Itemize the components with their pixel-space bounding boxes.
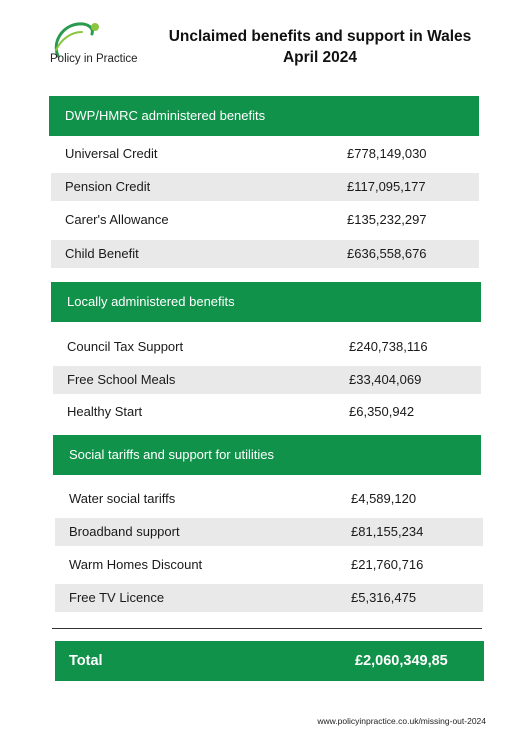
row-value: £778,149,030 [347, 146, 427, 161]
logo-text: Policy in Practice [50, 53, 138, 65]
section-heading: DWP/HMRC administered benefits [49, 96, 479, 136]
section-dwp-hmrc [49, 96, 479, 136]
row-value: £5,316,475 [351, 590, 417, 605]
section-utilities [53, 435, 481, 475]
row-value: £135,232,297 [347, 212, 427, 227]
row-value: £81,155,234 [351, 524, 424, 539]
row-label: Broadband support [69, 524, 180, 539]
row-label: Water social tariffs [69, 491, 176, 506]
section-local [51, 282, 481, 322]
row-value: £6,350,942 [349, 404, 415, 419]
total-row [55, 641, 484, 681]
page-title-line2: April 2024 [282, 49, 358, 66]
footer-url[interactable]: www.policyinpractice.co.uk/missing-out-2024 [317, 716, 486, 726]
row-label: Universal Credit [65, 146, 158, 161]
table-row [51, 173, 479, 201]
row-value: £33,404,069 [349, 372, 422, 387]
row-label: Free School Meals [67, 372, 176, 387]
table-row [55, 551, 483, 579]
row-value: £117,095,177 [347, 179, 426, 194]
table-row [53, 333, 481, 361]
page-title-line1: Unclaimed benefits and support in Wales [168, 28, 472, 45]
row-value: £4,589,120 [351, 491, 417, 506]
logo [48, 20, 158, 70]
table-row [51, 140, 479, 168]
table-row [55, 518, 483, 546]
row-label: Child Benefit [65, 246, 139, 261]
table-row [51, 240, 479, 268]
table-row [55, 584, 483, 612]
table-row [53, 366, 481, 394]
row-label: Carer's Allowance [65, 212, 169, 227]
row-label: Warm Homes Discount [69, 557, 203, 572]
table-row [53, 398, 481, 426]
row-value: £636,558,676 [347, 246, 427, 261]
row-label: Pension Credit [65, 179, 151, 194]
section-heading: Social tariffs and support for utilities [53, 435, 481, 475]
row-value: £240,738,116 [349, 339, 428, 354]
row-label: Healthy Start [67, 404, 143, 419]
row-value: £21,760,716 [351, 557, 424, 572]
table-row [55, 485, 483, 513]
row-label: Council Tax Support [67, 339, 184, 354]
page-title [160, 26, 480, 68]
section-heading: Locally administered benefits [51, 282, 481, 322]
table-row [51, 206, 479, 234]
total-value: £2,060,349,85 [355, 653, 448, 669]
divider [52, 628, 482, 629]
total-label: Total [69, 653, 103, 669]
row-label: Free TV Licence [69, 590, 165, 605]
